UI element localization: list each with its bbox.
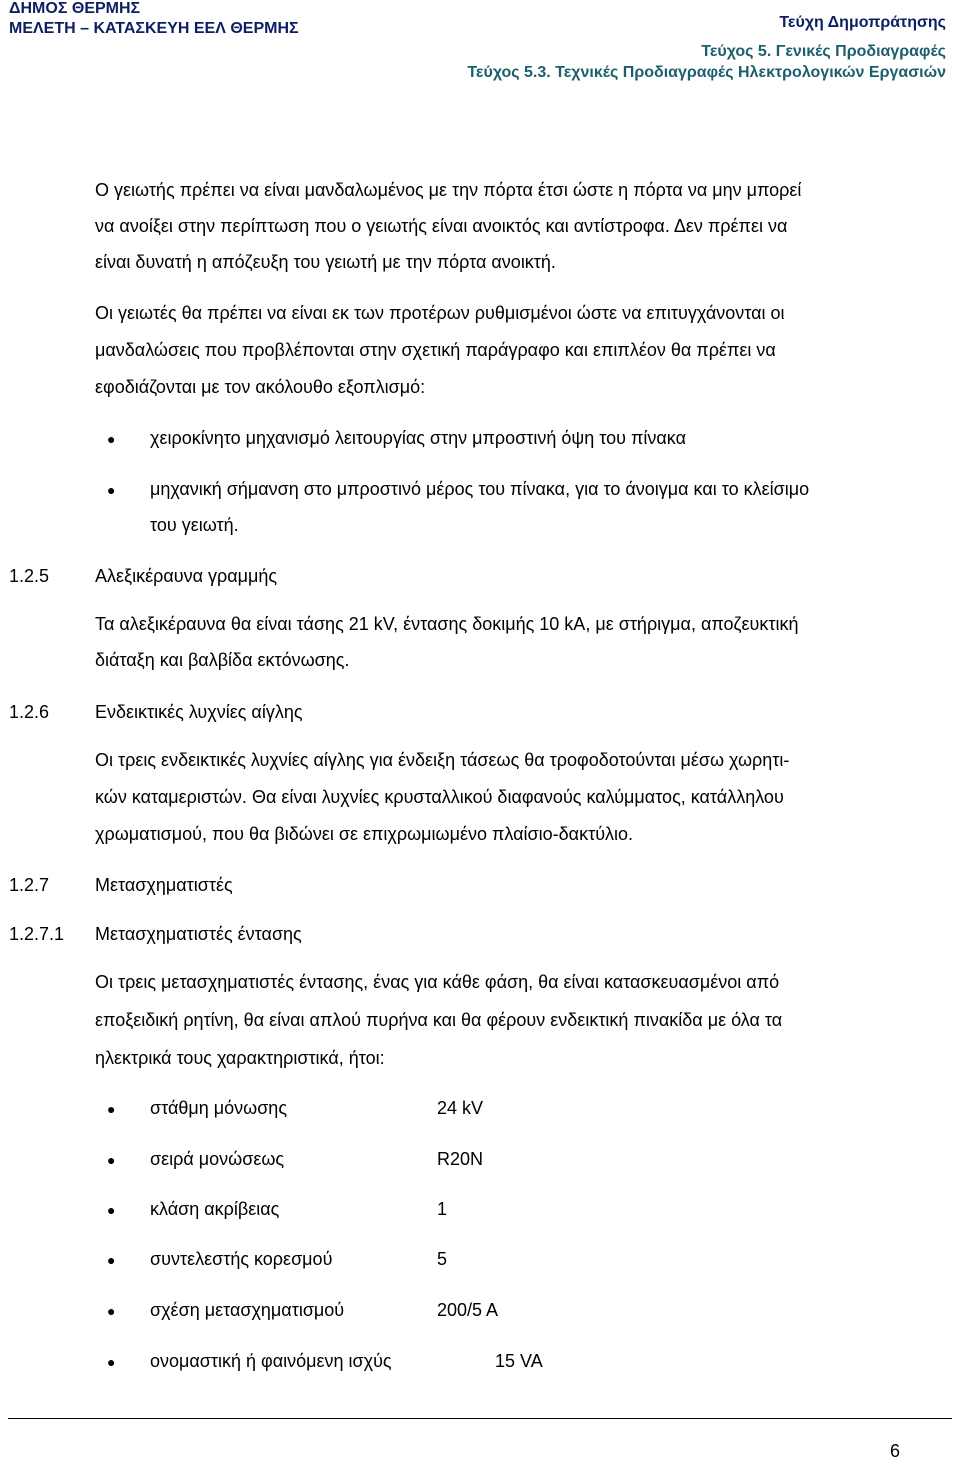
- equipment-item-2-line-2: του γειωτή.: [150, 515, 239, 535]
- spec-label: κλάση ακρίβειας: [150, 1199, 280, 1219]
- bullet-icon: ●: [107, 1354, 116, 1370]
- bullet-icon: ●: [107, 1202, 116, 1218]
- section-number: 1.2.7: [9, 875, 50, 895]
- s1271-line-2: εποξειδική ρητίνη, θα είναι απλού πυρήνα και θα φέρουν ενδεικτική πινακίδα με όλα τα: [95, 1010, 783, 1030]
- section-title: Ενδεικτικές λυχνίες αίγλης: [95, 702, 303, 722]
- s125-line-2: διάταξη και βαλβίδα εκτόνωσης.: [95, 650, 350, 670]
- header-volume-5-3: Τεύχος 5.3. Τεχνικές Προδιαγραφές Ηλεκτρολογικών Εργασιών: [467, 64, 946, 81]
- bullet-icon: ●: [107, 1252, 116, 1268]
- spec-value: 5: [437, 1249, 448, 1269]
- s126-line-1: Οι τρεις ενδεικτικές λυχνίες αίγλης για ένδειξη τάσεως θα τροφοδοτούνται μέσω χωρητι-: [95, 750, 790, 770]
- bullet-icon: ●: [107, 431, 116, 447]
- spec-value: 200/5 A: [437, 1300, 499, 1320]
- spec-label: συντελεστής κορεσμού: [150, 1249, 333, 1269]
- equipment-item-2-line-1: μηχανική σήμανση στο μπροστινό μέρος του πίνακα, για το άνοιγμα και το κλείσιμο: [150, 479, 810, 499]
- intro-line-2: να ανοίξει στην περίπτωση που ο γειωτής είναι ανοικτός και αντίστροφα. Δεν πρέπει να: [95, 216, 788, 236]
- spec-value: 24 kV: [437, 1098, 484, 1118]
- spec-value: R20N: [437, 1149, 484, 1169]
- s125-line-1: Τα αλεξικέραυνα θα είναι τάσης 21 kV, έντασης δοκιμής 10 kA, με στήριγμα, αποζευκτική: [95, 614, 799, 634]
- section-title: Αλεξικέραυνα γραμμής: [95, 566, 278, 586]
- intro-line-3: είναι δυνατή η απόζευξη του γειωτή με την πόρτα ανοικτή.: [95, 252, 556, 272]
- bullet-icon: ●: [107, 482, 116, 498]
- section-title: Μετασχηματιστές έντασης: [95, 924, 302, 944]
- spec-value: 1: [437, 1199, 448, 1219]
- header-volumes: Τεύχη Δημοπράτησης: [779, 14, 946, 31]
- spec-label: στάθμη μόνωσης: [150, 1098, 287, 1118]
- bullet-icon: ●: [107, 1152, 116, 1168]
- bullet-icon: ●: [107, 1101, 116, 1117]
- spec-value: 15 VA: [495, 1351, 543, 1371]
- s1271-line-1: Οι τρεις μετασχηματιστές έντασης, ένας για κάθε φάση, θα είναι κατασκευασμένοι από: [95, 972, 780, 992]
- spec-label: σειρά μονώσεως: [150, 1149, 285, 1169]
- intro-line-1: Ο γειωτής πρέπει να είναι μανδαλωμένος με την πόρτα έτσι ώστε η πόρτα να μην μπορεί: [95, 180, 802, 200]
- s126-line-3: χρωματισμού, που θα βιδώνει σε επιχρωμιωμένο πλαίσιο-δακτύλιο.: [95, 824, 634, 844]
- bullet-icon: ●: [107, 1303, 116, 1319]
- page-number: 6: [889, 1441, 900, 1461]
- section-number: 1.2.5: [9, 566, 50, 586]
- para2-line-3: εφοδιάζονται με τον ακόλουθο εξοπλισμό:: [95, 377, 426, 397]
- section-number: 1.2.7.1: [9, 924, 65, 944]
- header-project: ΜΕΛΕΤΗ – ΚΑΤΑΣΚΕΥΗ ΕΕΛ ΘΕΡΜΗΣ: [9, 20, 299, 37]
- header-municipality: ΔΗΜΟΣ ΘΕΡΜΗΣ: [9, 0, 141, 17]
- s126-line-2: κών καταμεριστών. Θα είναι λυχνίες κρυσταλλικού διαφανούς καλύμματος, κατάλληλου: [95, 787, 784, 807]
- spec-label: ονομαστική ή φαινόμενη ισχύς: [150, 1351, 392, 1371]
- equipment-item-1: χειροκίνητο μηχανισμό λειτουργίας στην μπροστινή όψη του πίνακα: [150, 428, 686, 448]
- section-number: 1.2.6: [9, 702, 50, 722]
- para2-line-1: Οι γειωτές θα πρέπει να είναι εκ των προτέρων ρυθμισμένοι ώστε να επιτυγχάνονται οι: [95, 303, 785, 323]
- header-volume-5: Τεύχος 5. Γενικές Προδιαγραφές: [701, 43, 946, 60]
- footer-rule: [8, 1418, 952, 1419]
- s1271-line-3: ηλεκτρικά τους χαρακτηριστικά, ήτοι:: [95, 1048, 385, 1068]
- section-title: Μετασχηματιστές: [95, 875, 233, 895]
- para2-line-2: μανδαλώσεις που προβλέπονται στην σχετική παράγραφο και επιπλέον θα πρέπει να: [95, 340, 776, 360]
- spec-label: σχέση μετασχηματισμού: [150, 1300, 345, 1320]
